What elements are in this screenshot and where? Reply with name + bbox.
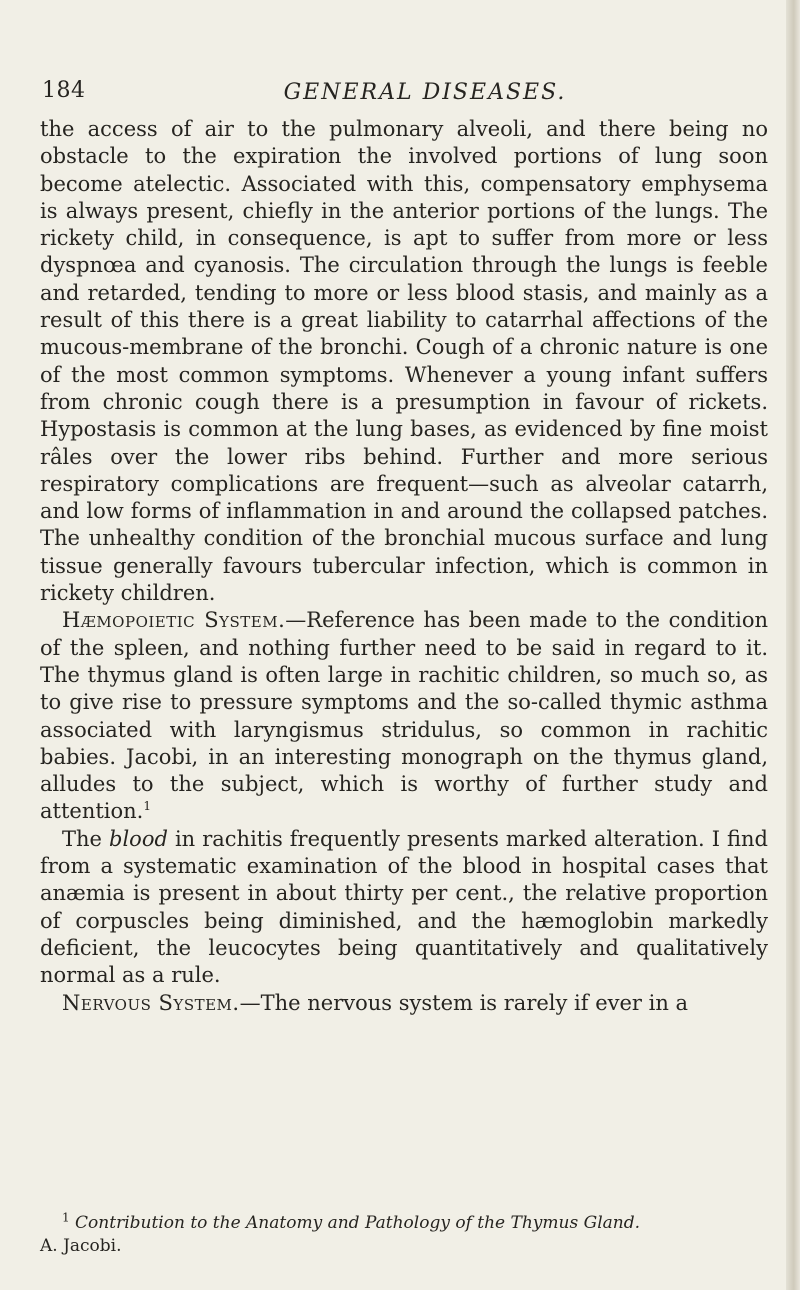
footnote-author: A. Jacobi.: [40, 1236, 122, 1256]
paragraph-haemopoietic: [40, 607, 768, 825]
paragraph-haemopoietic-text: —Reference has been made to the condition of the spleen, and nothing further need to be said in regard to it. The thymus gland is often large in rachitic children, so much so, as to give rise to pressure symptoms and the so-called thymic asthma associated with laryngismus stridulus, so common in rachitic babies. Jacobi, in an interesting monograph on the thymus gland, alludes to the subject, which is worthy of further study and attention.: [40, 608, 768, 824]
page-header: [40, 74, 770, 114]
paragraph-respiratory: the access of air to the pulmonary alveoli, and there being no obstacle to the expiration the involved portions of lung soon become atelectic. Associated with this, compensatory emphysema is always present, chiefly in the anterior portions of the lungs. The rickety child, in consequence, is apt to suffer from more or less dyspnœa and cyanosis. The circulation through the lungs is feeble and retarded, tending to more or less blood stasis, and mainly as a result of this there is a great liability to catarrhal affections of the mucous-membrane of the bronchi. Cough of a chronic nature is one of the most common symptoms. Whenever a young infant suffers from chronic cough there is a presumption in favour of rickets. Hypostasis is common at the lung bases, as evidenced by fine moist râles over the lower ribs behind. Further and more serious respiratory complications are frequent—such as alveolar catarrh, and low forms of inflammation in and around the collapsed patches. The unhealthy condition of the bronchial mucous surface and lung tissue generally favours tubercular infection, which is common in rickety children.: [40, 117, 768, 606]
paragraph-blood-text: in rachitis frequently presents marked alteration. I find from a systematic examination of the blood in hospital cases that anæmia is present in about thirty per cent., the relative proportion of corpuscles being diminished, and the hæmoglobin markedly deficient, the leucocytes being quantitatively and qualitatively normal as a rule.: [40, 826, 769, 988]
paragraph-nervous-text: —The nervous system is rarely if ever in a: [239, 990, 689, 1015]
footnote-number: 1: [62, 1210, 70, 1225]
footnote-title: Contribution to the Anatomy and Pathology of the Thymus Gland.: [75, 1213, 640, 1233]
body-text: [40, 116, 768, 1017]
section-heading-haemopoietic: Hæmopoietic System.: [62, 608, 286, 633]
footnote: [40, 1212, 768, 1235]
paragraph-nervous: [40, 990, 768, 1017]
paragraph-blood: [40, 826, 768, 990]
page-number: 184: [42, 78, 86, 103]
page-edge-shadow: [786, 0, 800, 1290]
footnotes: [40, 1212, 768, 1258]
running-title: GENERAL DISEASES.: [283, 80, 567, 105]
section-heading-nervous: Nervous System.: [62, 990, 240, 1015]
paragraph-blood-italic: blood: [109, 826, 168, 851]
footnote-reference: 1: [143, 799, 151, 814]
paragraph-blood-start: The: [62, 826, 110, 851]
